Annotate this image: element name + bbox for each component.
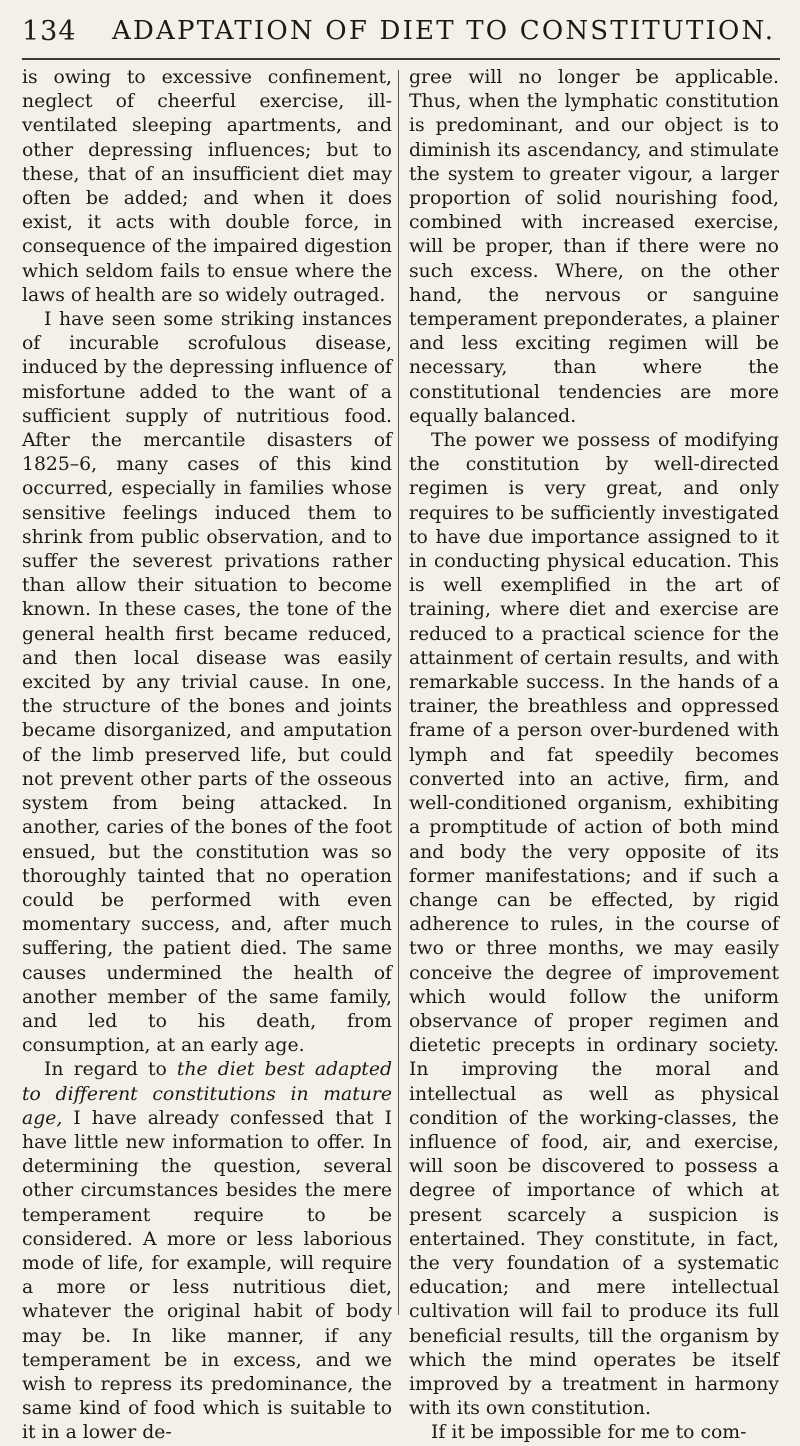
paragraph: If it be impossible for me to com- <box>431 1422 747 1444</box>
paragraph: is owing to excessive confinement, neglect of cheerful exercise, ill-ventilated sleeping apartments, and other depressing influences; but to these, that of an insufficient diet may often be added; and when it does exist, it acts with double force, in consequence of the impaired digestion which seldom fails to ensue where the laws of health are so widely outraged. <box>22 67 392 306</box>
left-column <box>22 66 392 1446</box>
page-header <box>0 14 800 54</box>
running-title: ADAPTATION OF DIET TO CONSTITUTION. <box>112 16 776 46</box>
right-column <box>409 66 779 1446</box>
page-number: 134 <box>22 16 77 47</box>
text-run: I have already confessed that I have little new information to offer. In determining the question, several other circumstances besides the mere temperament require to be considered. A more or less laborious mode of life, for example, will require a more or less nutritious diet, whatever the original habit of body may be. In like manner, if any temperament be in excess, and we wish to repress its predominance, the same kind of food which is suitable to it in a lower de- <box>22 1107 392 1444</box>
paragraph: I have seen some striking instances of incurable scrofulous disease, induced by the depressing influence of misfortune added to the want of a sufficient supply of nutritious food. After the mercantile disasters of 1825–6, many cases of this kind occurred, especially in families whose sensitive feelings induced them to shrink from public observation, and to suffer the severest privations rather than allow their situation to become known. In these cases, the tone of the general health first became reduced, and then local disease was easily excited by any trivial cause. In one, the structure of the bones and joints became disorganized, and amputation of the limb preserved life, but could not prevent other parts of the osseous system from being attacked. In another, caries of the bones of the foot ensued, but the constitution was so thoroughly tainted that no operation could be performed with even momentary success, and, after much suffering, the patient died. The same causes undermined the health of another member of the same family, and led to his death, from consumption, at an early age. <box>22 309 392 1057</box>
header-rule <box>22 58 780 60</box>
paragraph: gree will no longer be applicable. Thus, when the lymphatic constitution is predominant, and our object is to diminish its ascendancy, and stimulate the system to greater vigour, a larger proportion of solid nourishing food, combined with increased exercise, will be proper, than if there were no such excess. Where, on the other hand, the nervous or sanguine temperament preponderates, a plainer and less exciting regimen will be necessary, than where the constitutional tendencies are more equally balanced. <box>409 67 780 427</box>
paragraph: The power we possess of modifying the constitution by well-directed regimen is very great, and only requires to be sufficiently investigated to have due importance assigned to it in conducting physical education. This is well exemplified in the art of training, where diet and exercise are reduced to a practical science for the attainment of certain results, and with remarkable success. In the hands of a trainer, the breathless and oppressed frame of a person over-burdened with lymph and fat speedily becomes converted into an active, firm, and well-conditioned organism, exhibiting a promptitude of action of both mind and body the very opposite of its former manifestations; and if such a change can be effected, by rigid adherence to rules, in the course of two or three months, we may easily conceive the degree of improvement which would follow the uniform observance of proper regimen and dietetic precepts in ordinary society. In improving the moral and intellectual as well as physical condition of the working-classes, the influence of food, air, and exercise, will soon be discovered to possess a degree of importance of which at present scarcely a suspicion is entertained. They constitute, in fact, the very foundation of a systematic education; and mere intellectual cultivation will fail to produce its full beneficial results, till the organism by which the mind operates be itself improved by a treatment in harmony with its own constitution. <box>409 430 779 1420</box>
paragraph <box>22 1058 392 1445</box>
italic-phrase: the diet best adapted to different constitutions in mature age, <box>22 1059 392 1129</box>
column-divider <box>398 70 399 1315</box>
text-run: In regard to <box>44 1059 177 1081</box>
